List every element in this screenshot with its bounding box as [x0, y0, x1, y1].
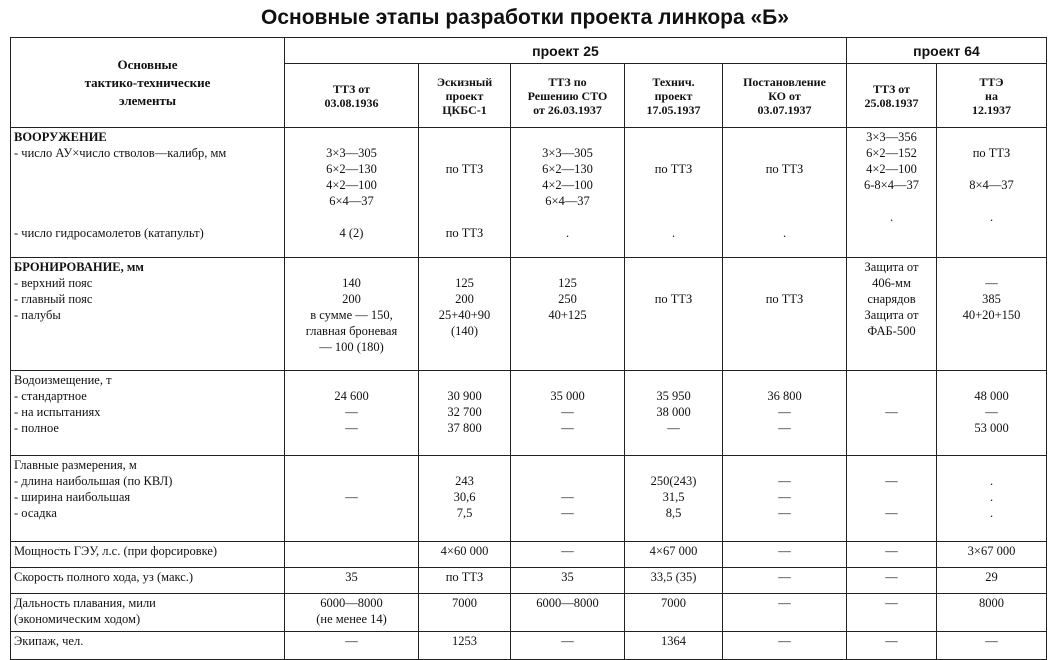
table-row — [11, 594, 1047, 632]
value-line: — — [345, 634, 358, 648]
row-label-cell — [11, 542, 285, 568]
value-cell — [511, 258, 625, 371]
value-line — [514, 129, 621, 145]
value-line: — — [561, 421, 574, 435]
value-line: 30,6 — [453, 490, 476, 504]
value-line: 3×3—305 — [542, 146, 593, 160]
row-label-title: Главные размерения, м — [14, 458, 137, 472]
value-line — [422, 177, 507, 193]
value-line — [628, 129, 719, 145]
value-line — [726, 177, 843, 193]
value-line — [726, 129, 843, 145]
value-cell — [723, 258, 847, 371]
row-label-line — [14, 177, 281, 193]
value-line: 200 — [455, 292, 474, 306]
value-line: 6×4—37 — [329, 194, 374, 208]
row-label-line: (экономическим ходом) — [14, 612, 141, 626]
row-label-line: - главный пояс — [14, 292, 93, 306]
table-row — [11, 258, 1047, 371]
value-line — [940, 372, 1043, 388]
value-line: 3×3—305 — [326, 146, 377, 160]
value-cell — [625, 568, 723, 594]
value-cell — [625, 542, 723, 568]
value-line — [726, 193, 843, 209]
value-line: — — [885, 544, 898, 558]
column-header-line: 03.07.1937 — [757, 102, 812, 117]
value-cell — [937, 568, 1047, 594]
table-row — [11, 632, 1047, 660]
column-header-line: от 26.03.1937 — [533, 102, 602, 117]
row-label-title: Дальность плавания, мили — [14, 596, 156, 610]
value-line: 40+20+150 — [962, 308, 1021, 322]
value-line: — — [885, 570, 898, 584]
column-header — [723, 64, 847, 128]
value-line: по ТТЗ — [765, 292, 804, 306]
value-cell — [847, 371, 937, 456]
value-line: по ТТЗ — [654, 292, 693, 306]
row-label-title: Водоизмещение, т — [14, 373, 112, 387]
row-label-title: Скорость полного хода, уз (макс.) — [14, 570, 194, 584]
value-cell — [847, 258, 937, 371]
value-line: . — [989, 490, 994, 504]
value-line — [850, 388, 933, 404]
value-line: — — [778, 490, 791, 504]
value-line — [940, 457, 1043, 473]
value-line: — — [561, 490, 574, 504]
value-line — [940, 161, 1043, 177]
value-line: — — [778, 421, 791, 435]
value-line: 32 700 — [447, 405, 482, 419]
table-row — [11, 542, 1047, 568]
column-header-line: Решению СТО — [527, 88, 608, 103]
value-cell — [419, 594, 511, 632]
row-label-title: Экипаж, чел. — [14, 634, 84, 648]
value-line: — — [561, 544, 574, 558]
value-line: Защита от — [864, 308, 919, 322]
value-line: в сумме — 150, — [310, 308, 393, 322]
value-cell — [625, 632, 723, 660]
column-header-line: ТТЗ от — [332, 81, 371, 96]
row-header-line: элементы — [118, 92, 177, 108]
value-line: — — [985, 634, 998, 648]
value-line: — — [345, 490, 358, 504]
row-label-title: Мощность ГЭУ, л.с. (при форсировке) — [14, 544, 218, 558]
value-line: 125 — [455, 276, 474, 290]
value-line: — — [561, 506, 574, 520]
value-line — [514, 259, 621, 275]
value-line — [288, 473, 415, 489]
value-line — [628, 177, 719, 193]
value-line — [940, 259, 1043, 275]
column-header-line: КО от — [768, 88, 801, 103]
column-header-line: 17.05.1937 — [646, 102, 701, 117]
value-cell — [723, 456, 847, 542]
row-label-cell — [11, 594, 285, 632]
value-cell — [285, 128, 419, 258]
row-header-line: Основные — [117, 56, 178, 72]
value-line: 6×2—152 — [866, 146, 917, 160]
value-cell — [937, 456, 1047, 542]
value-line: — — [985, 276, 998, 290]
value-line: 37 800 — [447, 421, 482, 435]
value-line: 53 000 — [974, 421, 1009, 435]
value-line — [628, 259, 719, 275]
value-line — [288, 543, 415, 559]
row-header-cell — [11, 38, 285, 128]
value-cell — [723, 594, 847, 632]
value-line: 4×2—100 — [866, 162, 917, 176]
column-header — [625, 64, 723, 128]
value-line: 4×67 000 — [649, 544, 698, 558]
value-line: — — [561, 405, 574, 419]
value-cell — [625, 371, 723, 456]
value-line: 25+40+90 — [438, 308, 491, 322]
value-line — [726, 259, 843, 275]
value-line — [628, 209, 719, 225]
value-cell — [723, 568, 847, 594]
value-line: 6-8×4—37 — [864, 178, 919, 192]
column-header-line: Эскизный — [436, 74, 493, 89]
value-line: 35 000 — [550, 389, 585, 403]
value-line — [422, 457, 507, 473]
value-cell — [847, 568, 937, 594]
value-line: 8×4—37 — [969, 178, 1014, 192]
row-label-line: - длина наибольшая (по КВЛ) — [14, 474, 173, 488]
value-cell — [847, 632, 937, 660]
row-label-line — [14, 161, 281, 177]
value-cell — [847, 542, 937, 568]
value-cell — [937, 128, 1047, 258]
value-line — [628, 193, 719, 209]
value-cell — [511, 594, 625, 632]
value-line: — — [778, 506, 791, 520]
row-label-line: - полное — [14, 421, 59, 435]
value-cell — [285, 258, 419, 371]
value-line — [940, 193, 1043, 209]
value-cell — [285, 456, 419, 542]
table-row — [11, 568, 1047, 594]
value-line: — — [778, 570, 791, 584]
value-line: . — [989, 210, 994, 224]
value-line: 4×2—100 — [542, 178, 593, 192]
value-line: снарядов — [867, 292, 916, 306]
group-header-project-25: проект 25 — [285, 38, 847, 64]
value-line: 200 — [342, 292, 361, 306]
column-header — [511, 64, 625, 128]
value-cell — [937, 542, 1047, 568]
value-cell — [723, 632, 847, 660]
value-cell — [419, 371, 511, 456]
value-line — [514, 473, 621, 489]
value-line: — — [985, 405, 998, 419]
column-header — [419, 64, 511, 128]
column-header — [285, 64, 419, 128]
value-line: по ТТЗ — [445, 226, 484, 240]
row-label-line: - стандартное — [14, 389, 87, 403]
value-line: 7000 — [452, 596, 477, 610]
value-line: 4×60 000 — [440, 544, 489, 558]
value-line — [288, 259, 415, 275]
value-line: . — [889, 210, 894, 224]
value-line: 243 — [455, 474, 474, 488]
value-line: 140 — [342, 276, 361, 290]
group-header-project-64: проект 64 — [847, 38, 1047, 64]
value-line: 31,5 — [662, 490, 685, 504]
value-line — [422, 193, 507, 209]
value-line: 6×4—37 — [545, 194, 590, 208]
row-label-line — [14, 209, 281, 225]
value-line: 1253 — [452, 634, 477, 648]
column-header-line: 25.08.1937 — [864, 95, 919, 110]
table-row — [11, 456, 1047, 542]
row-label-cell — [11, 632, 285, 660]
value-line: по ТТЗ — [445, 570, 484, 584]
value-line: 38 000 — [656, 405, 691, 419]
row-label-cell — [11, 568, 285, 594]
value-line: . — [565, 226, 570, 240]
value-line: 1364 — [661, 634, 686, 648]
value-line: 40+125 — [548, 308, 587, 322]
value-line — [850, 193, 933, 209]
value-line — [422, 145, 507, 161]
value-line — [628, 372, 719, 388]
value-line — [514, 209, 621, 225]
value-line: 36 800 — [767, 389, 802, 403]
row-label-cell — [11, 258, 285, 371]
value-line — [628, 457, 719, 473]
value-cell — [419, 456, 511, 542]
value-line — [422, 209, 507, 225]
value-line: . — [989, 474, 994, 488]
column-header-line: ТТЗ по — [548, 74, 587, 89]
value-line — [726, 372, 843, 388]
row-label-title: БРОНИРОВАНИЕ, мм — [14, 260, 144, 274]
value-line: 7,5 — [456, 506, 473, 520]
value-line: 35 — [561, 570, 574, 584]
value-line: 35 — [345, 570, 358, 584]
value-cell — [723, 128, 847, 258]
value-line: 35 950 — [656, 389, 691, 403]
row-label-line: - верхний пояс — [14, 276, 93, 290]
value-line: . — [989, 506, 994, 520]
row-header-line: тактико-технические — [84, 74, 211, 90]
row-label-title: ВООРУЖЕНИЕ — [14, 130, 107, 144]
value-line: — — [778, 596, 791, 610]
value-line: — — [778, 634, 791, 648]
value-line: — — [885, 596, 898, 610]
value-line: — — [667, 421, 680, 435]
row-label-line: - осадка — [14, 506, 57, 520]
specs-table — [10, 37, 1047, 660]
value-line: 6×2—130 — [542, 162, 593, 176]
value-line: по ТТЗ — [972, 146, 1011, 160]
value-cell — [937, 632, 1047, 660]
value-line: 6000—8000 — [536, 596, 599, 610]
value-cell — [625, 128, 723, 258]
value-line — [850, 457, 933, 473]
value-cell — [511, 371, 625, 456]
value-line: 48 000 — [974, 389, 1009, 403]
value-cell — [419, 128, 511, 258]
value-line — [288, 372, 415, 388]
value-line: главная броневая — [305, 324, 398, 338]
value-cell — [511, 456, 625, 542]
value-line — [422, 259, 507, 275]
value-cell — [511, 128, 625, 258]
value-cell — [285, 568, 419, 594]
value-line: — — [778, 474, 791, 488]
value-line — [288, 457, 415, 473]
value-cell — [419, 568, 511, 594]
value-line: — — [778, 405, 791, 419]
column-header-line: ТТЭ — [979, 74, 1004, 89]
value-line: — — [778, 544, 791, 558]
value-line: (не менее 14) — [316, 612, 387, 626]
value-line: 29 — [985, 570, 998, 584]
value-line: — 100 (180) — [319, 340, 384, 354]
column-header-line: проект — [445, 88, 484, 103]
value-line — [726, 209, 843, 225]
value-line: по ТТЗ — [654, 162, 693, 176]
column-header-line: ТТЗ от — [872, 81, 911, 96]
value-line: — — [885, 634, 898, 648]
value-cell — [625, 594, 723, 632]
value-line: 8000 — [979, 596, 1004, 610]
value-line: 406-мм — [872, 276, 911, 290]
value-cell — [723, 371, 847, 456]
value-line: 8,5 — [665, 506, 682, 520]
value-line — [940, 129, 1043, 145]
value-line: по ТТЗ — [445, 162, 484, 176]
value-line: — — [885, 405, 898, 419]
column-header-line: на — [985, 88, 998, 103]
column-header-line: Постановление — [743, 74, 826, 89]
value-line: — — [885, 506, 898, 520]
value-line: 30 900 — [447, 389, 482, 403]
value-line — [288, 505, 415, 521]
value-cell — [625, 258, 723, 371]
value-cell — [511, 542, 625, 568]
row-label-cell — [11, 371, 285, 456]
value-line: 250 — [558, 292, 577, 306]
row-label-line: - число АУ×число стволов—калибр, мм — [14, 146, 227, 160]
value-line — [288, 129, 415, 145]
column-header-line: 12.1937 — [972, 102, 1011, 117]
row-label-line: - палубы — [14, 308, 61, 322]
value-line — [514, 457, 621, 473]
page-title: Основные этапы разработки проекта линкора «Б» — [261, 6, 789, 29]
value-line: . — [671, 226, 676, 240]
value-line: 125 — [558, 276, 577, 290]
value-line: 385 — [982, 292, 1001, 306]
value-line: . — [782, 226, 787, 240]
value-line — [726, 457, 843, 473]
value-line — [514, 372, 621, 388]
value-line: 3×67 000 — [967, 544, 1016, 558]
value-line: по ТТЗ — [765, 162, 804, 176]
value-line: — — [885, 474, 898, 488]
value-line — [422, 372, 507, 388]
value-line: 6×2—130 — [326, 162, 377, 176]
value-line — [288, 209, 415, 225]
value-cell — [285, 542, 419, 568]
value-line: 7000 — [661, 596, 686, 610]
value-cell — [937, 371, 1047, 456]
value-line — [726, 275, 843, 291]
value-cell — [419, 542, 511, 568]
value-cell — [723, 542, 847, 568]
value-line — [850, 489, 933, 505]
value-line: 33,5 (35) — [650, 570, 697, 584]
column-header-line: проект — [654, 88, 693, 103]
value-cell — [285, 632, 419, 660]
column-header-line: Технич. — [652, 74, 695, 89]
row-label-cell — [11, 456, 285, 542]
value-line — [422, 129, 507, 145]
value-line — [850, 420, 933, 436]
value-line: — — [561, 634, 574, 648]
row-label-cell — [11, 128, 285, 258]
value-cell — [625, 456, 723, 542]
table-row — [11, 371, 1047, 456]
value-line: 4×2—100 — [326, 178, 377, 192]
value-line: (140) — [450, 324, 479, 338]
value-cell — [285, 371, 419, 456]
value-line — [628, 275, 719, 291]
column-header-line: 03.08.1936 — [324, 95, 379, 110]
value-line: ФАБ-500 — [867, 324, 916, 338]
column-header-line: ЦКБС-1 — [442, 102, 487, 117]
row-label-line — [14, 193, 281, 209]
table-row — [11, 128, 1047, 258]
value-line: 3×3—356 — [866, 130, 917, 144]
value-cell — [847, 594, 937, 632]
value-cell — [285, 594, 419, 632]
value-line: — — [345, 405, 358, 419]
value-cell — [511, 632, 625, 660]
value-line — [726, 145, 843, 161]
column-header — [937, 64, 1047, 128]
value-line — [628, 145, 719, 161]
value-line: — — [345, 421, 358, 435]
value-cell — [419, 258, 511, 371]
value-cell — [847, 128, 937, 258]
value-line: 250(243) — [650, 474, 697, 488]
row-label-line: - число гидросамолетов (катапульт) — [14, 226, 204, 240]
value-cell — [847, 456, 937, 542]
value-line: 4 (2) — [339, 226, 364, 240]
value-cell — [419, 632, 511, 660]
value-line: 24 600 — [334, 389, 369, 403]
value-cell — [937, 258, 1047, 371]
value-cell — [511, 568, 625, 594]
value-cell — [937, 594, 1047, 632]
row-label-line: - на испытаниях — [14, 405, 101, 419]
value-line: 6000—8000 — [320, 596, 383, 610]
column-header — [847, 64, 937, 128]
value-line: Защита от — [864, 260, 919, 274]
value-line — [850, 372, 933, 388]
row-label-line: - ширина наибольшая — [14, 490, 131, 504]
